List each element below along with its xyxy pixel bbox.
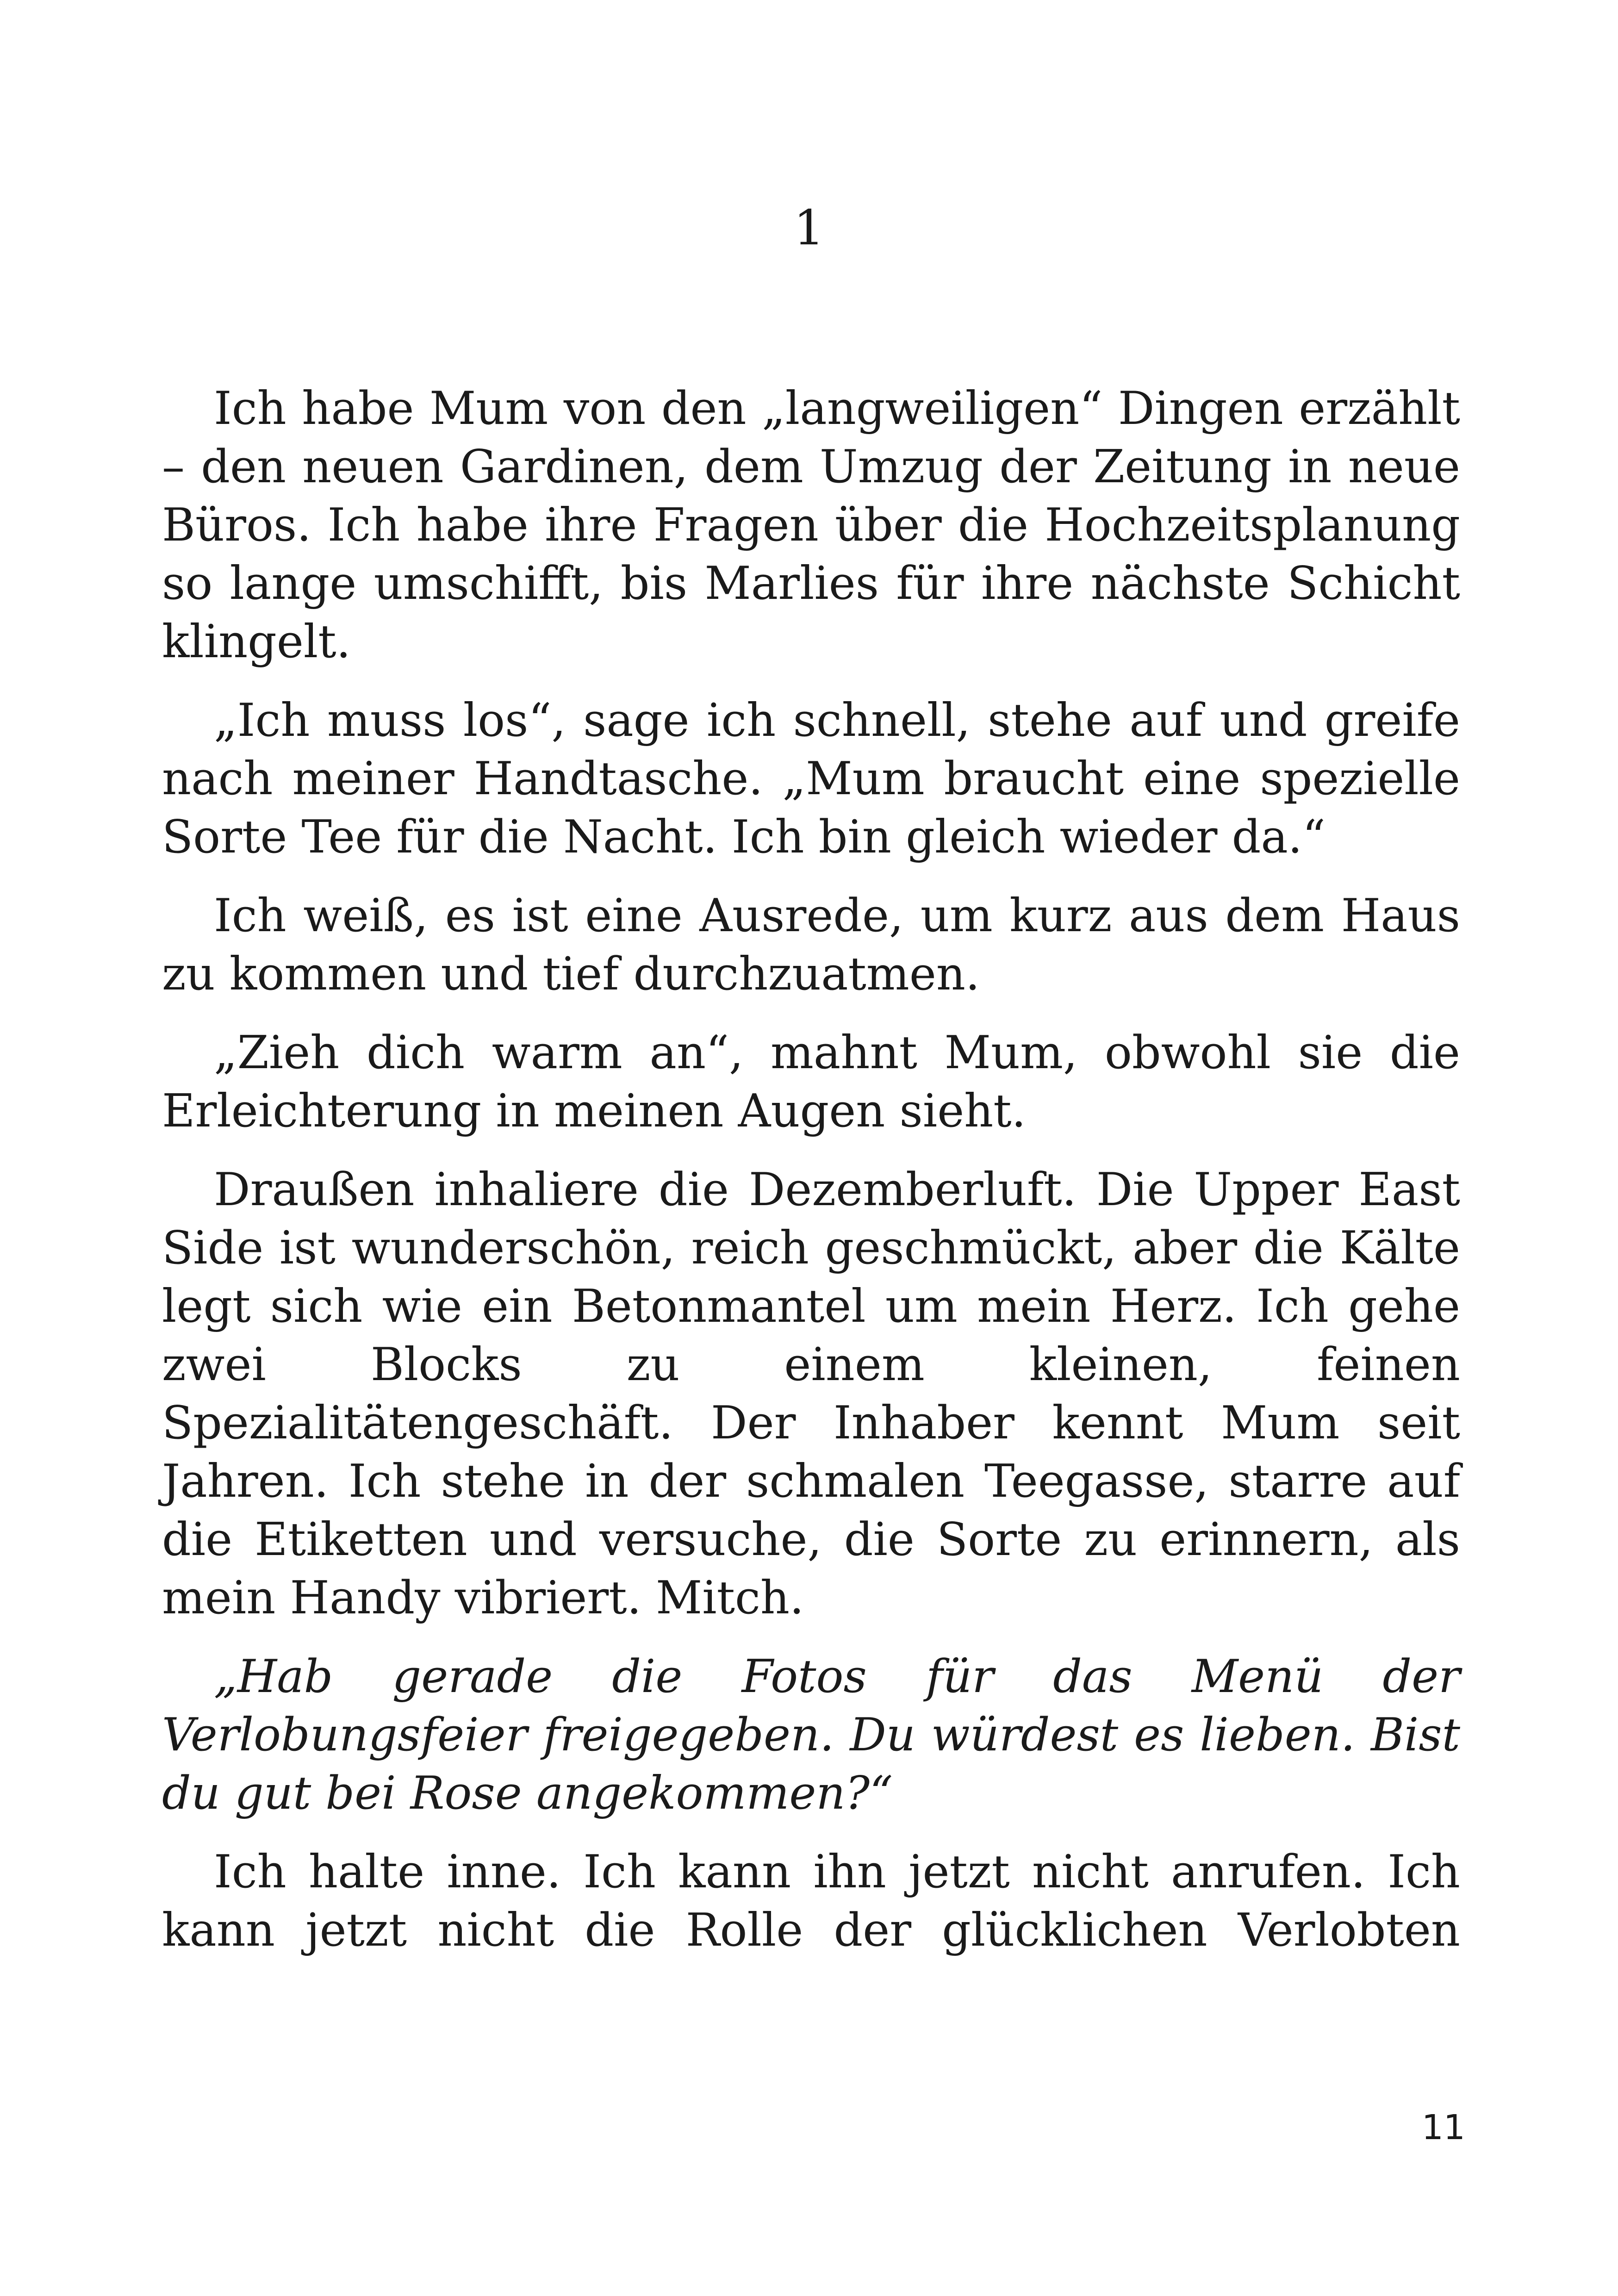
body-text	[162, 380, 1460, 1980]
paragraph: Draußen inhaliere die Dezemberluft. Die Upper East Side ist wunderschön, reich geschmückt, aber die Kälte legt sich wie ein Betonmantel um mein Herz. Ich gehe zwei Blocks zu einem kleinen, feinen Spezialitätengeschäft. Der Inhaber kennt Mum seit Jahren. Ich stehe in der schmalen Teegasse, starre auf die Etiketten und versuche, die Sorte zu erinnern, als mein Handy vibriert. Mitch.	[162, 1164, 1460, 1624]
chapter-number: 1	[793, 199, 825, 256]
text-message-paragraph: „Hab gerade die Fotos für das Menü der Verlobungsfeier freigegeben. Du würdest es lieben. Bist du gut bei Rose angekommen?“	[162, 1650, 1460, 1820]
paragraph: Ich halte inne. Ich kann ihn jetzt nicht anrufen. Ich kann jetzt nicht die Rolle der glücklichen Verlobten	[162, 1846, 1460, 1957]
paragraph: „Zieh dich warm an“, mahnt Mum, obwohl sie die Erleichterung in meinen Augen sieht.	[162, 1027, 1460, 1138]
paragraph: „Ich muss los“, sage ich schnell, stehe auf und greife nach meiner Handtasche. „Mum braucht eine spezielle Sorte Tee für die Nacht. Ich bin gleich wieder da.“	[162, 694, 1460, 864]
paragraph: Ich habe Mum von den „langweiligen“ Dingen erzählt – den neuen Gardinen, dem Umzug der Zeitung in neue Büros. Ich habe ihre Fragen über die Hochzeitsplanung so lange umschifft, bis Marlies für ihre nächste Schicht klingelt.	[162, 382, 1460, 668]
paragraph: Ich weiß, es ist eine Ausrede, um kurz aus dem Haus zu kommen und tief durchzuatmen.	[162, 890, 1460, 1001]
page-number: 11	[1421, 2108, 1465, 2147]
